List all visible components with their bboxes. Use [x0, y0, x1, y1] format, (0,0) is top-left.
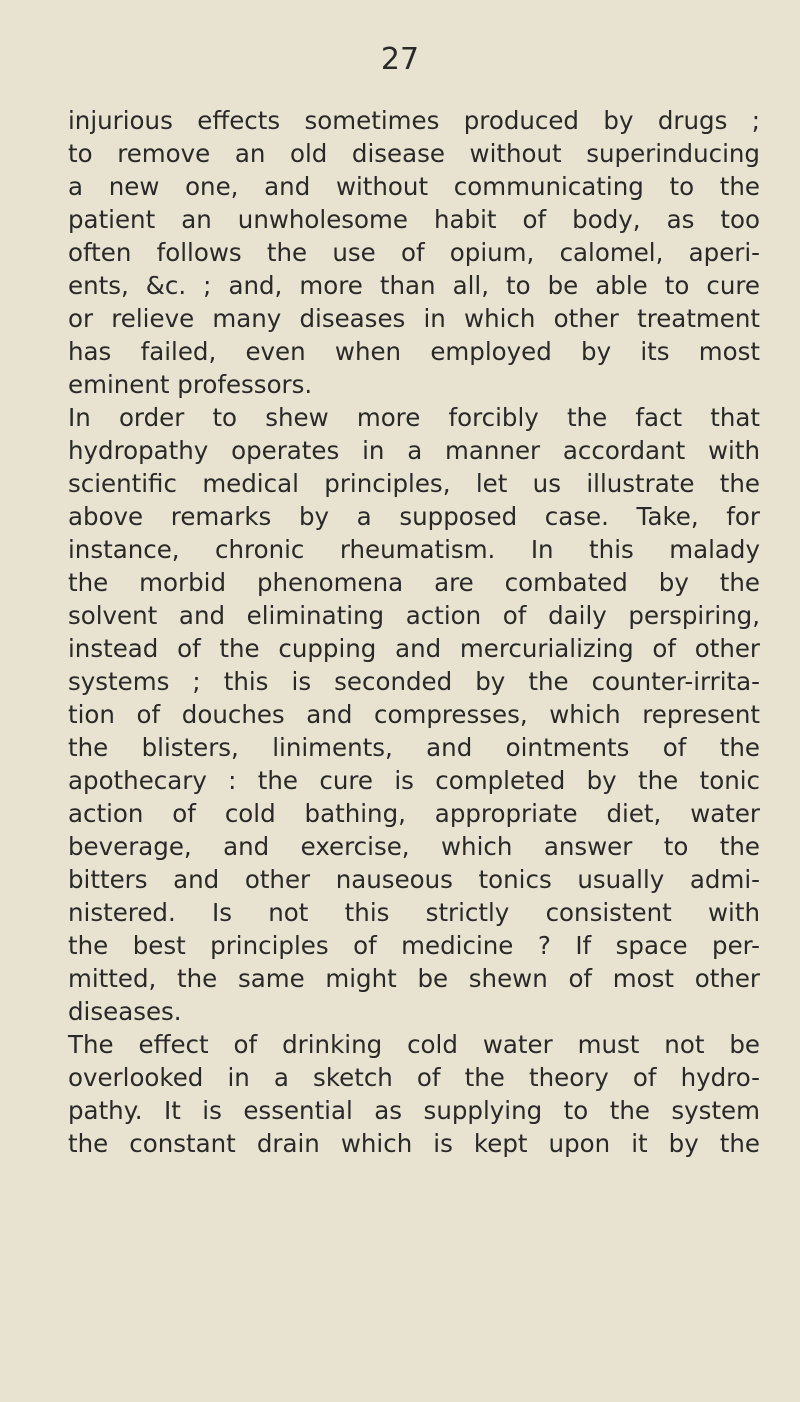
- text-line: patient an unwholesome habit of body, as too: [68, 205, 760, 234]
- page-number: 27: [380, 42, 420, 77]
- text-line: has failed, even when employed by its most: [68, 337, 760, 366]
- text-line: apothecary : the cure is completed by the tonic: [68, 766, 760, 795]
- text-line: solvent and eliminating action of daily perspiring,: [68, 601, 760, 630]
- text-line: injurious effects sometimes produced by drugs ;: [68, 106, 760, 135]
- text-line: tion of douches and compresses, which represent: [68, 700, 760, 729]
- text-line: instead of the cupping and mercurializing of other: [68, 634, 760, 663]
- text-line: the blisters, liniments, and ointments of the: [68, 733, 760, 762]
- text-line: pathy. It is essential as supplying to the system: [68, 1096, 760, 1125]
- body-text: [68, 104, 760, 1160]
- text-line: a new one, and without communicating to the: [68, 172, 760, 201]
- text-line: nistered. Is not this strictly consistent with: [68, 898, 760, 927]
- text-line: the morbid phenomena are combated by the: [68, 568, 760, 597]
- text-line: or relieve many diseases in which other treatment: [68, 304, 760, 333]
- text-line: eminent professors.: [68, 370, 313, 399]
- text-line: action of cold bathing, appropriate diet, water: [68, 799, 760, 828]
- text-line: the best principles of medicine ? If space per-: [68, 931, 760, 960]
- text-line: scientific medical principles, let us illustrate the: [68, 469, 760, 498]
- paragraph-start-line: In order to shew more forcibly the fact that: [68, 403, 760, 432]
- text-line: the constant drain which is kept upon it by the: [68, 1129, 760, 1158]
- text-line: bitters and other nauseous tonics usually admi-: [68, 865, 760, 894]
- paragraph-start-line: The effect of drinking cold water must not be: [68, 1030, 760, 1059]
- text-line: hydropathy operates in a manner accordant with: [68, 436, 760, 465]
- text-line: diseases.: [68, 997, 182, 1026]
- text-line: systems ; this is seconded by the counter-irrita-: [68, 667, 760, 696]
- text-line: often follows the use of opium, calomel, aperi-: [68, 238, 760, 267]
- text-line: mitted, the same might be shewn of most other: [68, 964, 760, 993]
- text-line: beverage, and exercise, which answer to the: [68, 832, 760, 861]
- text-line: ents, &c. ; and, more than all, to be able to cure: [68, 271, 760, 300]
- text-line: overlooked in a sketch of the theory of hydro-: [68, 1063, 760, 1092]
- text-line: instance, chronic rheumatism. In this malady: [68, 535, 760, 564]
- text-line: above remarks by a supposed case. Take, for: [68, 502, 760, 531]
- text-line: to remove an old disease without superinducing: [68, 139, 760, 168]
